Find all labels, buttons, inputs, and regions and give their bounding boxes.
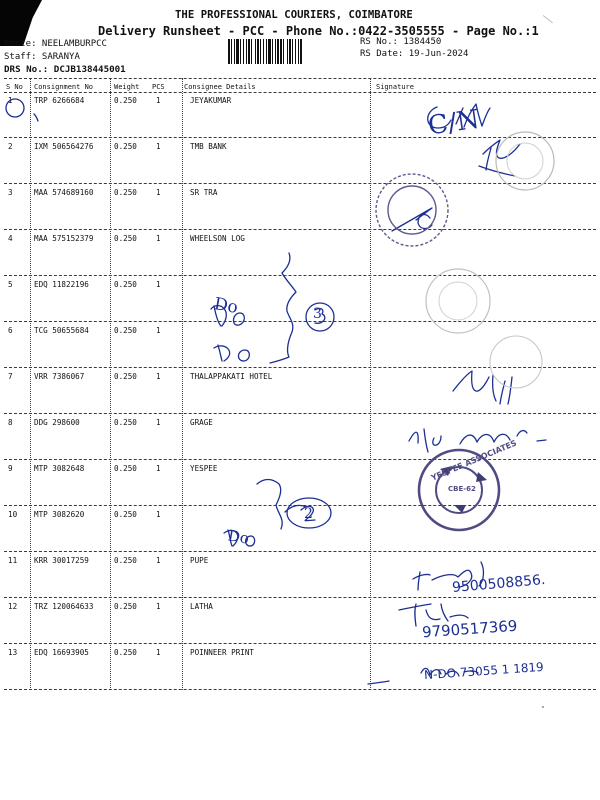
row-sno: 5 bbox=[8, 280, 13, 289]
row-consignment-no: DDG 298600 bbox=[34, 418, 80, 427]
row-sno: 10 bbox=[8, 510, 18, 519]
runsheet-subtitle: Delivery Runsheet - PCC - Phone No.:0422-3505555 - Page No.:1 bbox=[98, 24, 539, 38]
row-consignee: WHEELSON LOG bbox=[190, 234, 245, 243]
ditto2-d bbox=[218, 345, 222, 361]
row-weight: 0.250 bbox=[114, 464, 137, 473]
row-consignment-no: MAA 575152379 bbox=[34, 234, 94, 243]
row-sno: 13 bbox=[8, 648, 18, 657]
drs-line: DRS No.: DCJB138445001 bbox=[4, 64, 126, 75]
row-sno: 8 bbox=[8, 418, 13, 427]
row-sno: 9 bbox=[8, 464, 13, 473]
column-header-consignment: Consignment No bbox=[34, 83, 94, 91]
company-title: THE PROFESSIONAL COURIERS, COIMBATORE bbox=[175, 9, 413, 21]
row-sno: 11 bbox=[8, 556, 18, 565]
column-header-pcs: PCS bbox=[152, 83, 165, 91]
row-weight: 0.250 bbox=[114, 142, 137, 151]
row-pcs: 1 bbox=[156, 372, 161, 381]
row-sno: 1 bbox=[8, 96, 13, 105]
row-consignment-no: EDQ 16693905 bbox=[34, 648, 89, 657]
column-header-weight: Weight bbox=[114, 83, 140, 91]
row-pcs: 1 bbox=[156, 602, 161, 611]
row-weight: 0.250 bbox=[114, 326, 137, 335]
row-pcs: 1 bbox=[156, 648, 161, 657]
row-consignment-no: IXM 506564276 bbox=[34, 142, 94, 151]
route-line: Route: NEELAMBURPCC bbox=[4, 39, 107, 49]
row-consignment-no: MTP 3082620 bbox=[34, 510, 85, 519]
row11-phone-text: 9500508856. bbox=[451, 571, 547, 597]
scan-dot bbox=[542, 706, 544, 708]
row-consignee: PUPE bbox=[190, 556, 209, 565]
row-sno: 4 bbox=[8, 234, 13, 243]
row-pcs: 1 bbox=[156, 464, 161, 473]
row-consignment-no: TRP 6266684 bbox=[34, 96, 85, 105]
row-consignment-no: EDQ 11822196 bbox=[34, 280, 89, 289]
row-pcs: 1 bbox=[156, 234, 161, 243]
row-consignee: GRAGE bbox=[190, 418, 213, 427]
row-sno: 2 bbox=[8, 142, 13, 151]
row-weight: 0.250 bbox=[114, 556, 137, 565]
row-pcs: 1 bbox=[156, 326, 161, 335]
column-header-signature: Signature bbox=[376, 83, 414, 91]
row-sno: 6 bbox=[8, 326, 13, 335]
row5-ditto-text: Do bbox=[212, 294, 240, 318]
row-weight: 0.250 bbox=[114, 602, 137, 611]
ditto2-o bbox=[238, 350, 249, 361]
row-consignee: YESPEE bbox=[190, 464, 218, 473]
row-consignee: LATHA bbox=[190, 602, 213, 611]
row-consignee: POINNEER PRINT bbox=[190, 648, 255, 657]
row9-stamp-center: CBE-62 bbox=[448, 485, 476, 493]
row-1-circle-mark bbox=[6, 99, 24, 117]
row-pcs: 1 bbox=[156, 418, 161, 427]
row-weight: 0.250 bbox=[114, 188, 137, 197]
row-consignment-no: MTP 3082648 bbox=[34, 464, 85, 473]
row13-note-text: N-DO 73055 1 1819 bbox=[423, 659, 545, 683]
column-header-sno: S No bbox=[6, 83, 23, 91]
row-pcs: 1 bbox=[156, 280, 161, 289]
brace-rows-9-10 bbox=[257, 480, 282, 530]
row-consignee: TMB BANK bbox=[190, 142, 227, 151]
row-consignee: SR TRA bbox=[190, 188, 218, 197]
row-weight: 0.250 bbox=[114, 418, 137, 427]
row-consignment-no: MAA 574689160 bbox=[34, 188, 94, 197]
row-pcs: 1 bbox=[156, 188, 161, 197]
row1-signature-text: C/N bbox=[426, 104, 482, 142]
row-consignment-no: KRR 30017259 bbox=[34, 556, 89, 565]
row-pcs: 1 bbox=[156, 96, 161, 105]
row9-count-text: 2 bbox=[304, 506, 313, 522]
row-weight: 0.250 bbox=[114, 510, 137, 519]
row-consignee: JEYAKUMAR bbox=[190, 96, 232, 105]
row5-count-text: 3 bbox=[313, 306, 322, 322]
rs-no: RS No.: 1384450 bbox=[360, 37, 442, 47]
rs-date: RS Date: 19-Jun-2024 bbox=[360, 49, 469, 59]
row-pcs: 1 bbox=[156, 556, 161, 565]
column-header-consignee: Consignee Details bbox=[184, 83, 256, 91]
row-weight: 0.250 bbox=[114, 280, 137, 289]
staff-line: Staff: SARANYA bbox=[4, 52, 80, 62]
row-sno: 3 bbox=[8, 188, 13, 197]
row-pcs: 1 bbox=[156, 510, 161, 519]
row-weight: 0.250 bbox=[114, 96, 137, 105]
brace-rows-5-6 bbox=[270, 253, 296, 363]
row-consignment-no: TCG 50655684 bbox=[34, 326, 89, 335]
row-consignment-no: TRZ 120064633 bbox=[34, 602, 94, 611]
row-pcs: 1 bbox=[156, 142, 161, 151]
row9-stamp-text: YESPEE ASSOCIATES bbox=[429, 438, 518, 483]
row-weight: 0.250 bbox=[114, 372, 137, 381]
row-consignment-no: VRR 7386067 bbox=[34, 372, 85, 381]
tick-mark bbox=[34, 114, 38, 121]
row-sno: 7 bbox=[8, 372, 13, 381]
row12-phone-text: 9790517369 bbox=[421, 616, 518, 642]
row-weight: 0.250 bbox=[114, 648, 137, 657]
row-consignee: THALAPPAKATI HOTEL bbox=[190, 372, 273, 381]
row-sno: 12 bbox=[8, 602, 18, 611]
row9-ditto-text: Do bbox=[226, 526, 251, 548]
row-weight: 0.250 bbox=[114, 234, 137, 243]
